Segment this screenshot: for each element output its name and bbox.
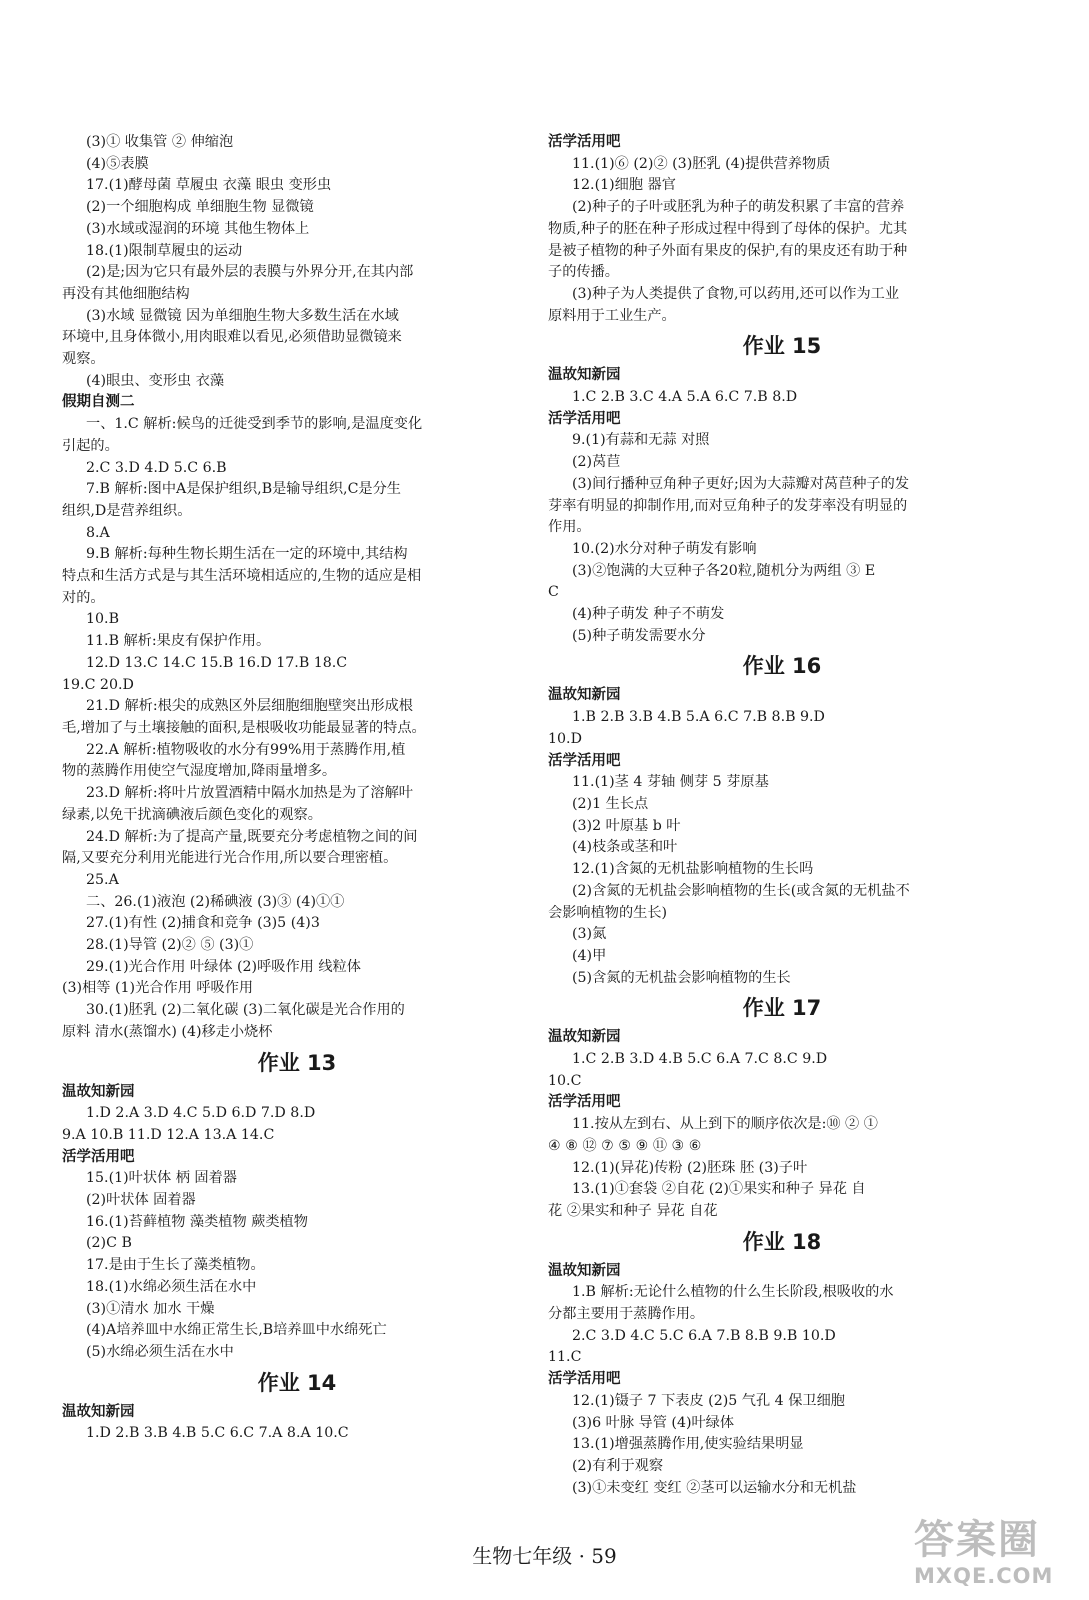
answer-line: 22.A 解析:植物吸收的水分有99%用于蒸腾作用,植 xyxy=(86,741,406,758)
section-label: 活学活用吧 xyxy=(548,752,621,769)
answer-line: (3)①未变红 变红 ②茎可以运输水分和无机盐 xyxy=(572,1479,857,1496)
answer-line: (4)枝条或茎和叶 xyxy=(572,839,678,856)
answer-line: 19.C 20.D xyxy=(62,676,134,693)
answer-line: 24.D 解析:为了提高产量,既要充分考虑植物之间的间 xyxy=(86,828,418,845)
answer-line: 1.D 2.A 3.D 4.C 5.D 6.D 7.D 8.D xyxy=(86,1105,316,1122)
answer-line: 作用。 xyxy=(548,519,591,536)
answer-line: (4)甲 xyxy=(572,947,607,964)
answer-line: 30.(1)胚乳 (2)二氧化碳 (3)二氧化碳是光合作用的 xyxy=(86,1002,405,1019)
answer-line: 1.C 2.B 3.C 4.A 5.A 6.C 7.B 8.D xyxy=(572,389,798,406)
answer-line: 12.(1)(异花)传粉 (2)胚珠 胚 (3)子叶 xyxy=(572,1159,808,1176)
answer-line: 11.B 解析:果皮有保护作用。 xyxy=(86,633,271,650)
answer-line: 7.B 解析:图中A是保护组织,B是输导组织,C是分生 xyxy=(86,481,401,498)
answer-line: (2)种子的子叶或胚乳为种子的萌发积累了丰富的营养 xyxy=(572,199,905,216)
answer-line: (2)一个细胞构成 单细胞生物 显微镜 xyxy=(86,199,314,216)
watermark-title: 答案圈 xyxy=(914,1517,1040,1563)
answer-line: (3)① 收集管 ② 伸缩泡 xyxy=(86,134,234,150)
answer-line: 13.(1)增强蒸腾作用,使实验结果明显 xyxy=(572,1436,804,1453)
section-label: 假期自测二 xyxy=(62,394,135,411)
answer-line: 毛,增加了与土壤接触的面积,是根吸收功能最显著的特点。 xyxy=(62,719,426,736)
answer-line: ④ ⑧ ⑫ ⑦ ⑤ ⑨ ⑪ ③ ⑥ xyxy=(548,1137,702,1154)
watermark-logo xyxy=(914,1516,1082,1594)
answer-line: 12.D 13.C 14.C 15.B 16.D 17.B 18.C xyxy=(86,654,348,671)
answer-line: 物的蒸腾作用使空气湿度增加,降雨量增多。 xyxy=(62,763,337,780)
answer-line: (3)相等 (1)光合作用 呼吸作用 xyxy=(62,980,254,997)
answer-line: 物质,种子的胚在种子形成过程中得到了母体的保护。尤其 xyxy=(548,220,908,237)
answer-line: (5)含氮的无机盐会影响植物的生长 xyxy=(572,969,791,986)
answer-line: 原料用于工业生产。 xyxy=(548,307,676,324)
answer-line: 18.(1)限制草履虫的运动 xyxy=(86,242,243,259)
section-label: 活学活用吧 xyxy=(548,1371,621,1388)
answer-line: 芽率有明显的抑制作用,而对豆角种子的发芽率没有明显的 xyxy=(548,497,908,514)
answer-line: (3)水域或湿润的环境 其他生物体上 xyxy=(86,220,310,237)
watermark-url: MXQE.COM xyxy=(914,1564,1054,1588)
homework-heading: 作业 17 xyxy=(742,996,822,1021)
answer-line: 隔,又要充分利用光能进行光合作用,所以要合理密植。 xyxy=(62,850,398,867)
homework-heading: 作业 16 xyxy=(742,654,822,679)
answer-line: 10.(2)水分对种子萌发有影响 xyxy=(572,540,757,557)
answer-line: 12.(1)含氮的无机盐影响植物的生长吗 xyxy=(572,861,814,878)
answer-line: 特点和生活方式是与其生活环境相适应的,生物的适应是相 xyxy=(62,568,422,585)
answer-line: 是被子植物的种子外面有果皮的保护,有的果皮还有助于种 xyxy=(548,242,908,259)
answer-line: (3)种子为人类提供了食物,可以药用,还可以作为工业 xyxy=(572,285,900,302)
answer-line: 29.(1)光合作用 叶绿体 (2)呼吸作用 线粒体 xyxy=(86,958,361,975)
answer-line: 分都主要用于蒸腾作用。 xyxy=(548,1306,705,1323)
answer-line: 17.是由于生长了藻类植物。 xyxy=(86,1257,265,1274)
answer-line: 1.B 2.B 3.B 4.B 5.A 6.C 7.B 8.B 9.D xyxy=(572,709,825,726)
answer-line: 9.B 解析:每种生物长期生活在一定的环境中,其结构 xyxy=(86,546,408,563)
answer-line: 引起的。 xyxy=(62,437,119,454)
answer-line: 11.按从左到右、从上到下的顺序依次是:⑩ ② ① xyxy=(572,1116,878,1133)
answer-line: (3)氮 xyxy=(572,926,607,943)
answer-line: 21.D 解析:根尖的成熟区外层细胞细胞壁突出形成根 xyxy=(86,698,413,715)
answer-line: (2)是;因为它只有最外层的表膜与外界分开,在其内部 xyxy=(86,264,414,281)
answer-line: (4)种子萌发 种子不萌发 xyxy=(572,606,725,623)
answer-line: (5)水绵必须生活在水中 xyxy=(86,1343,234,1360)
answer-line: 1.D 2.B 3.B 4.B 5.C 6.C 7.A 8.A 10.C xyxy=(86,1425,349,1442)
homework-heading: 作业 13 xyxy=(257,1050,337,1075)
section-label: 活学活用吧 xyxy=(548,134,621,150)
answer-line: 对的。 xyxy=(62,589,105,606)
section-label: 温故知新园 xyxy=(62,1403,135,1420)
answer-line: (5)种子萌发需要水分 xyxy=(572,627,706,644)
answer-line: (3)水域 显微镜 因为单细胞生物大多数生活在水域 xyxy=(86,307,399,324)
answer-line: (2)1 生长点 xyxy=(572,795,649,812)
answer-line: C xyxy=(548,584,559,601)
section-label: 温故知新园 xyxy=(548,1262,621,1279)
answer-line: 10.B xyxy=(86,611,119,628)
answer-line: 11.C xyxy=(548,1349,582,1366)
answer-line: 1.C 2.B 3.D 4.B 5.C 6.A 7.C 8.C 9.D xyxy=(572,1051,828,1068)
answer-line: 10.C xyxy=(548,1072,582,1089)
section-label: 温故知新园 xyxy=(548,687,621,704)
answer-line: 12.(1)细胞 器官 xyxy=(572,177,676,194)
answer-line: (2)叶状体 固着器 xyxy=(86,1192,196,1209)
answer-line: 17.(1)酵母菌 草履虫 衣藻 眼虫 变形虫 xyxy=(86,177,332,194)
answer-line: 绿素,以免干扰滴碘液后颜色变化的观察。 xyxy=(62,806,322,823)
answer-line: (2)莴苣 xyxy=(572,454,621,471)
answer-line: 15.(1)叶状体 柄 固着器 xyxy=(86,1170,237,1187)
right-column xyxy=(548,132,1016,1499)
answer-line: 1.B 解析:无论什么植物的什么生长阶段,根吸收的水 xyxy=(572,1284,894,1301)
answer-line: 二、26.(1)液泡 (2)稀碘液 (3)③ (4)①① xyxy=(86,893,345,910)
answer-line: 组织,D是营养组织。 xyxy=(62,502,192,519)
answer-line: 11.(1)茎 4 芽轴 侧芽 5 芽原基 xyxy=(572,774,769,791)
answer-line: 2.C 3.D 4.D 5.C 6.B xyxy=(86,459,227,476)
answer-line: 28.(1)导管 (2)② ⑤ (3)① xyxy=(86,937,254,954)
answer-line: 25.A xyxy=(86,871,119,888)
answer-line: 一、1.C 解析:候鸟的迁徙受到季节的影响,是温度变化 xyxy=(86,416,423,433)
answer-line: 13.(1)①套袋 ②自花 (2)①果实和种子 异花 自 xyxy=(572,1181,866,1198)
homework-heading: 作业 18 xyxy=(742,1229,822,1254)
section-label: 活学活用吧 xyxy=(62,1148,135,1165)
homework-heading: 作业 14 xyxy=(257,1370,337,1395)
answer-line: 原料 清水(蒸馏水) (4)移走小烧杯 xyxy=(62,1023,273,1040)
answer-line: 子的传播。 xyxy=(548,264,619,281)
answer-line: (3)②饱满的大豆种子各20粒,随机分为两组 ③ E xyxy=(572,562,876,579)
answer-line: 23.D 解析:将叶片放置酒精中隔水加热是为了溶解叶 xyxy=(86,785,413,802)
answer-line: (4)⑤表膜 xyxy=(86,155,149,172)
answer-line: (3)6 叶脉 导管 (4)叶绿体 xyxy=(572,1414,735,1431)
section-label: 温故知新园 xyxy=(62,1083,135,1100)
answer-line: 8.A xyxy=(86,524,110,541)
answer-line: 11.(1)⑥ (2)② (3)胚乳 (4)提供营养物质 xyxy=(572,155,831,172)
answer-line: 27.(1)有性 (2)捕食和竞争 (3)5 (4)3 xyxy=(86,915,320,932)
answer-line: (4)A培养皿中水绵正常生长,B培养皿中水绵死亡 xyxy=(86,1322,387,1339)
homework-heading: 作业 15 xyxy=(742,334,822,359)
answer-line: (3)①清水 加水 干燥 xyxy=(86,1300,215,1317)
answer-line: (4)眼虫、变形虫 衣藻 xyxy=(86,372,225,389)
section-label: 活学活用吧 xyxy=(548,1094,621,1111)
footer-text: 生物七年级 · 59 xyxy=(472,1544,617,1568)
answer-line: 2.C 3.D 4.C 5.C 6.A 7.B 8.B 9.B 10.D xyxy=(572,1327,836,1344)
answer-line: 10.D xyxy=(548,730,582,747)
answer-line: 9.(1)有蒜和无蒜 对照 xyxy=(572,432,710,449)
answer-line: 会影响植物的生长) xyxy=(548,904,668,921)
answer-line: 12.(1)镊子 7 下表皮 (2)5 气孔 4 保卫细胞 xyxy=(572,1392,845,1409)
section-label: 温故知新园 xyxy=(548,1029,621,1046)
answer-line: (3)间行播种豆角种子更好;因为大蒜瓣对莴苣种子的发 xyxy=(572,475,910,492)
answer-line: 再没有其他细胞结构 xyxy=(62,285,190,302)
answer-line: 16.(1)苔藓植物 藻类植物 蕨类植物 xyxy=(86,1213,308,1230)
answer-line: 9.A 10.B 11.D 12.A 13.A 14.C xyxy=(62,1126,275,1143)
answer-line: 观察。 xyxy=(62,351,105,368)
answer-line: (2)含氮的无机盐会影响植物的生长(或含氮的无机盐不 xyxy=(572,882,910,899)
section-label: 温故知新园 xyxy=(548,367,621,384)
answer-line: (2)C B xyxy=(86,1235,132,1252)
left-column xyxy=(62,132,532,1445)
answer-line: (2)有利于观察 xyxy=(572,1457,664,1474)
answer-line: (3)2 叶原基 b 叶 xyxy=(572,817,681,834)
answer-line: 花 ②果实和种子 异花 自花 xyxy=(548,1202,718,1219)
section-label: 活学活用吧 xyxy=(548,410,621,427)
answer-line: 18.(1)水绵必须生活在水中 xyxy=(86,1278,257,1295)
answer-line: 环境中,且身体微小,用肉眼难以看见,必须借助显微镜来 xyxy=(62,329,402,346)
